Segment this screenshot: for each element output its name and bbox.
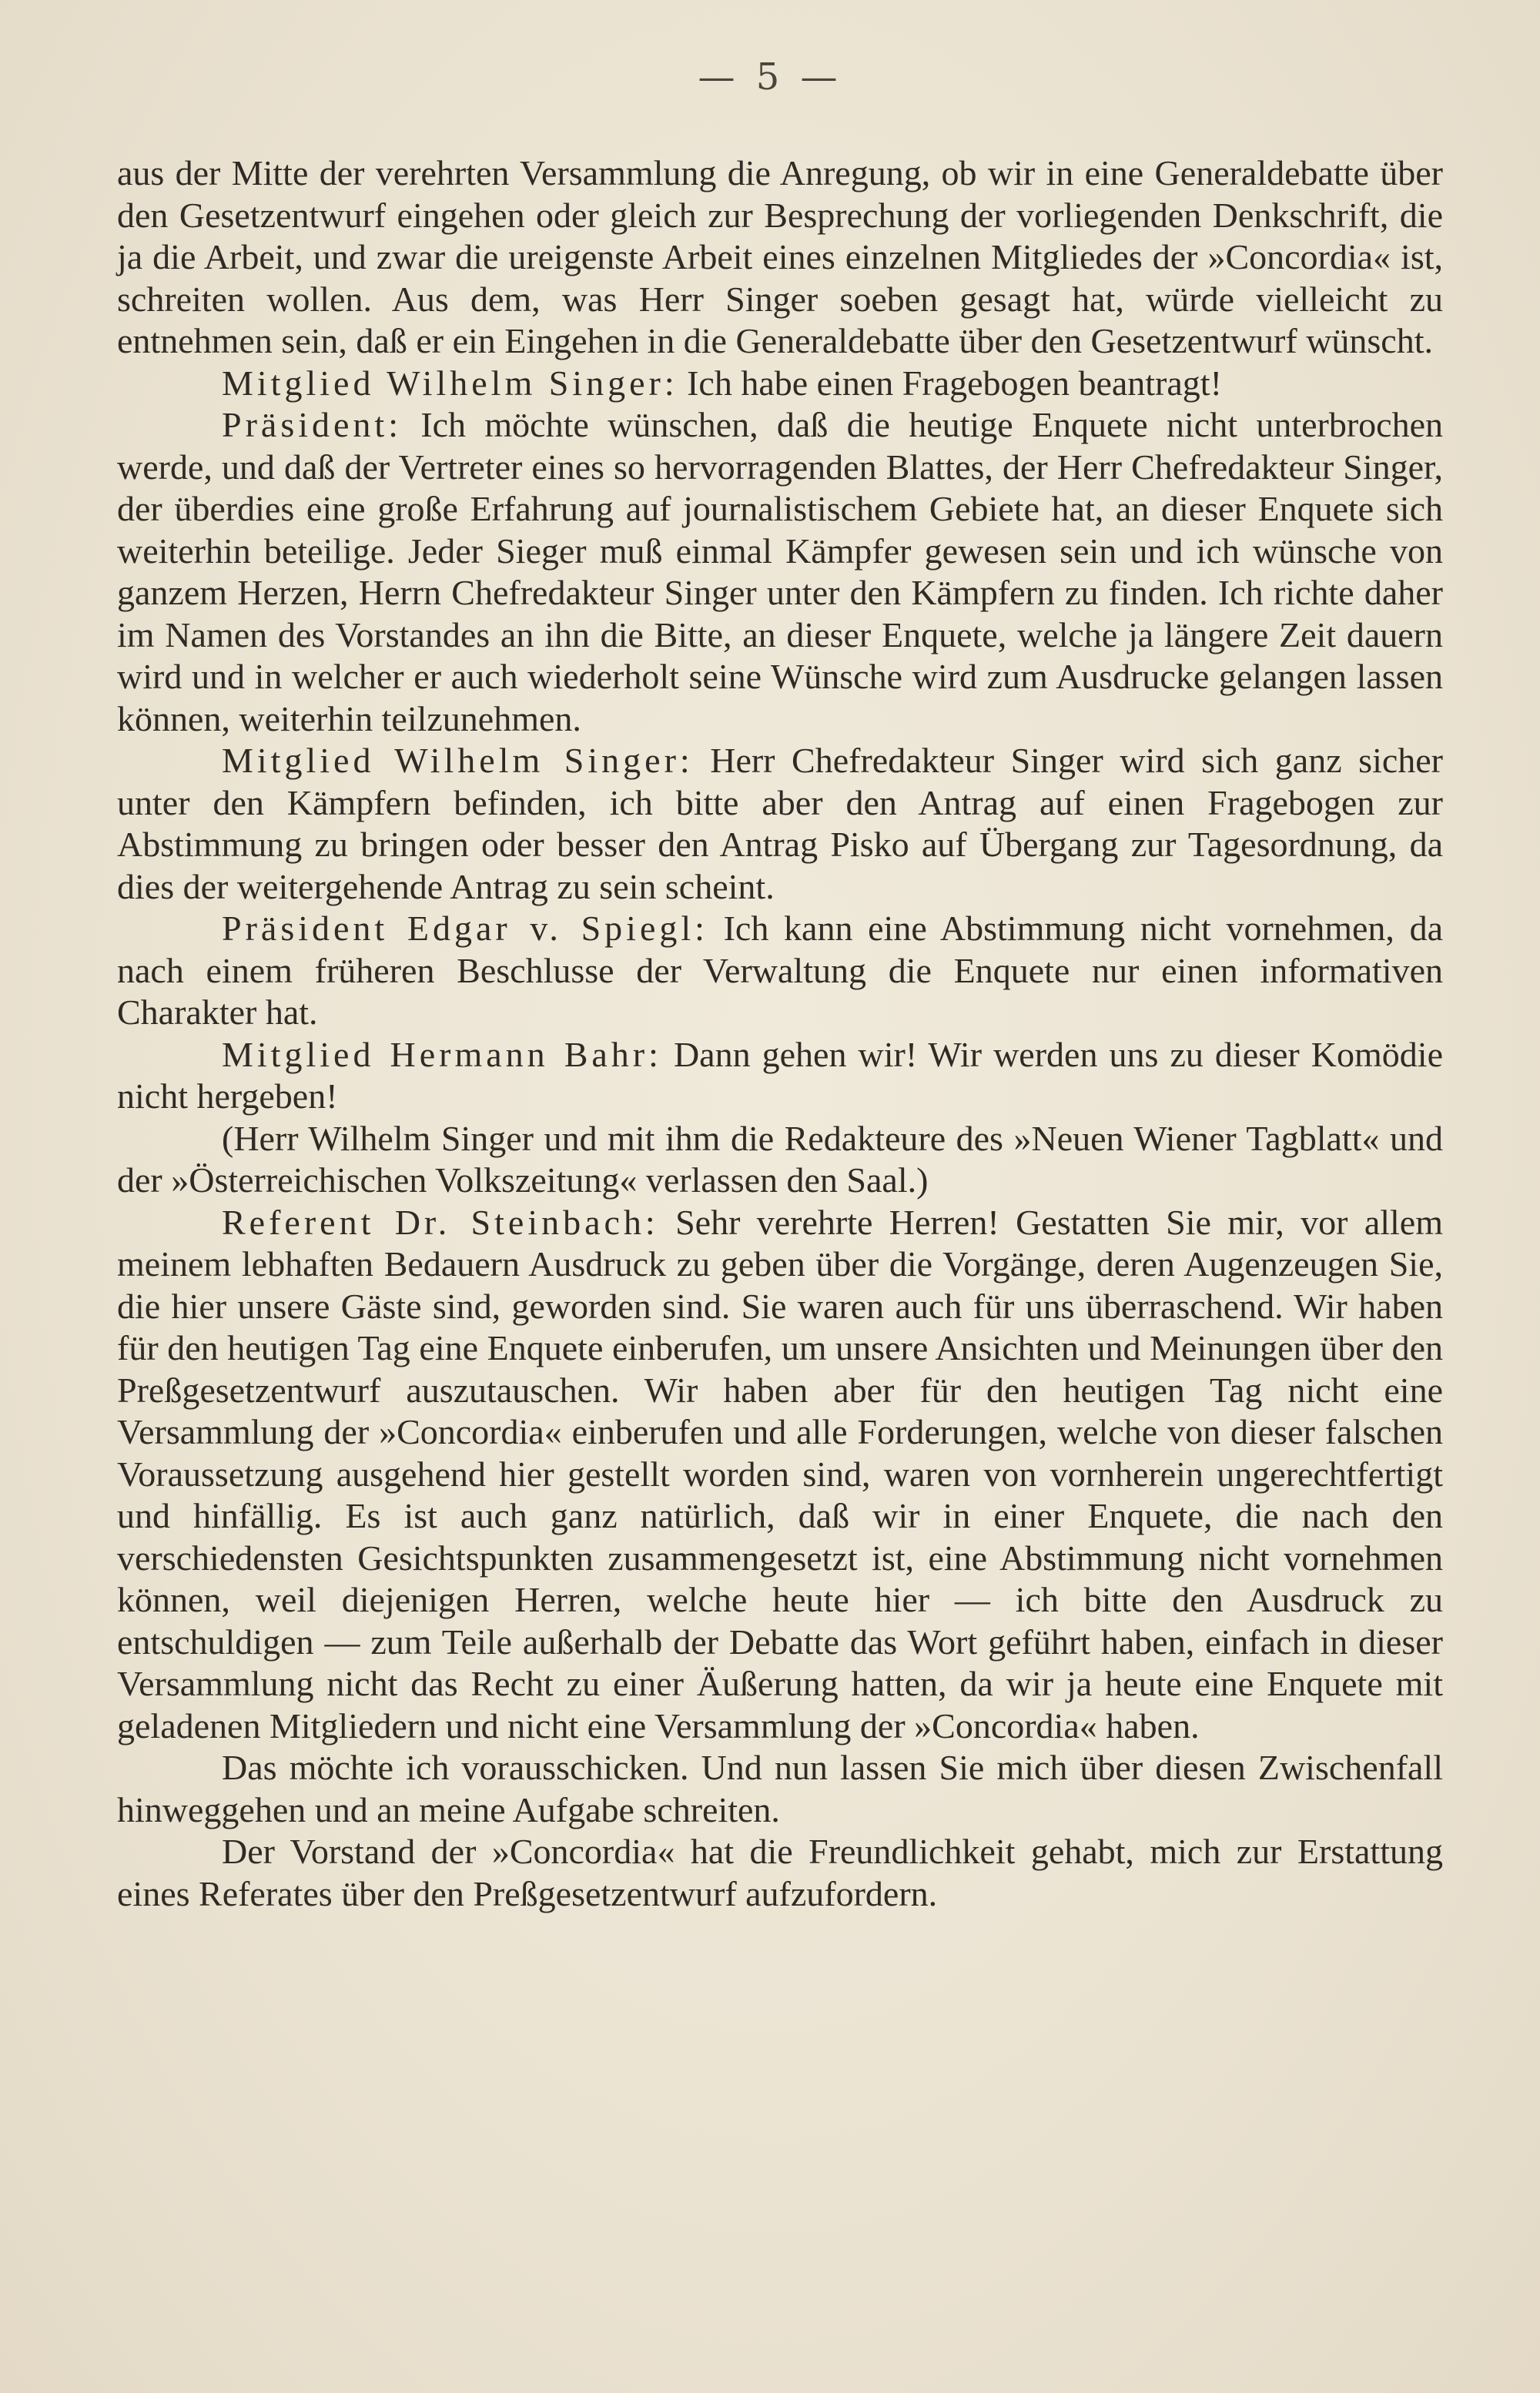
page-number: — 5 — [698,55,842,99]
paragraph [117,1831,1443,1915]
paragraph-text: Das möchte ich vorausschicken. Und nun lassen Sie mich über diesen Zwischenfall hinweggehen und an meine Aufgabe schreiten. [117,1748,1443,1829]
paragraph-text: Herr Chefredakteur Singer wird sich ganz sicher unter den Kämpfern befinden, ich bitte aber den Antrag auf einen Fragebogen zur Abstimmung zu bringen oder besser den Antrag Pisko auf Übergang zur Tagesordnung, da dies der weitergehende Antrag zu sein scheint. [117,741,1443,906]
paragraph-text: Ich möchte wünschen, daß die heutige Enquete nicht unterbrochen werde, und daß der Vertreter eines so hervorragenden Blattes, der Herr Chefredakteur Singer, der überdies eine große Erfahrung auf journalistischem Gebiete hat, an dieser Enquete sich weiterhin beteilige. Jeder Sieger muß einmal Kämpfer gewesen sein und ich wünsche von ganzem Herzen, Herrn Chefredakteur Singer unter den Kämpfern zu finden. Ich richte daher im Namen des Vorstandes an ihn die Bitte, an dieser Enquete, welche ja längere Zeit dauern wird und in welcher er auch wiederholt seine Wünsche wird zum Ausdrucke gelangen lassen können, weiterhin teilzunehmen. [117,405,1443,738]
paragraph-text: aus der Mitte der verehrten Versammlung die Anregung, ob wir in eine Generaldebatte über den Gesetzentwurf eingehen oder gleich zur Besprechung der vorliegenden Denkschrift, die ja die Arbeit, und zwar die ureigenste Arbeit eines einzelnen Mitgliedes der »Concordia« ist, schreiten wollen. Aus dem, was Herr Singer soeben gesagt hat, würde vielleicht zu entnehmen sein, daß er ein Eingehen in die Generaldebatte über den Gesetzentwurf wünscht. [117,153,1443,360]
speaker-label: Präsident Edgar v. Spiegl: [222,909,708,948]
speaker-label: Referent Dr. Steinbach: [222,1202,659,1242]
paragraph-text: Sehr verehrte Herren! Gestatten Sie mir, vor allem meinem lebhaften Bedauern Ausdruck zu geben über die Vorgänge, deren Augenzeugen Sie, die hier unsere Gäste sind, geworden sind. Sie waren auch für uns überraschend. Wir haben für den heutigen Tag eine Enquete einberufen, um unsere Ansichten und Meinungen über den Preßgesetzentwurf auszutauschen. Wir haben aber für den heutigen Tag nicht eine Versammlung der »Concordia« einberufen und alle Forderungen, welche von dieser falschen Voraussetzung ausgehend hier gestellt worden sind, waren von vornherein ungerechtfertigt und hinfällig. Es ist auch ganz natürlich, daß wir in einer Enquete, die nach den verschiedensten Gesichtspunkten zusammengesetzt ist, eine Abstimmung nicht vornehmen können, weil diejenigen Herren, welche heute hier — ich bitte den Ausdruck zu entschuldigen — zum Teile außerhalb der Debatte das Wort geführt haben, einfach in dieser Versammlung nicht das Recht zu einer Äußerung hatten, da wir ja heute eine Enquete mit geladenen Mitgliedern und nicht eine Versammlung der »Concordia« haben. [117,1202,1443,1745]
paragraph [117,1034,1443,1118]
paragraph-text: Ich kann eine Abstimmung nicht vornehmen, da nach einem früheren Beschlusse der Verwaltung die Enquete nur einen informativen Charakter hat. [117,909,1443,1032]
paragraph [117,152,1443,363]
paragraph [117,740,1443,908]
paragraph [117,1202,1443,1748]
body-text [117,152,1443,1915]
paragraph-text: Dann gehen wir! Wir werden uns zu dieser Komödie nicht hergeben! [117,1034,1443,1116]
speaker-label: Mitglied Wilhelm Singer: [222,363,678,403]
paragraph [117,1118,1443,1202]
paragraph [117,404,1443,740]
speaker-label: Mitglied Hermann Bahr: [222,1034,662,1074]
paragraph [117,363,1443,405]
paragraph [117,908,1443,1034]
paragraph-text: Der Vorstand der »Concordia« hat die Freundlichkeit gehabt, mich zur Erstattung eines Referates über den Preßgesetzentwurf aufzufordern. [117,1832,1443,1913]
paragraph [117,1747,1443,1831]
speaker-label: Mitglied Wilhelm Singer: [222,741,694,780]
paragraph-text: (Herr Wilhelm Singer und mit ihm die Redakteure des »Neuen Wiener Tagblatt« und der »Österreichischen Volkszeitung« verlassen den Saal.) [117,1118,1443,1200]
speaker-label: Präsident: [222,405,402,444]
paragraph-text: Ich habe einen Fragebogen beantragt! [678,363,1222,403]
